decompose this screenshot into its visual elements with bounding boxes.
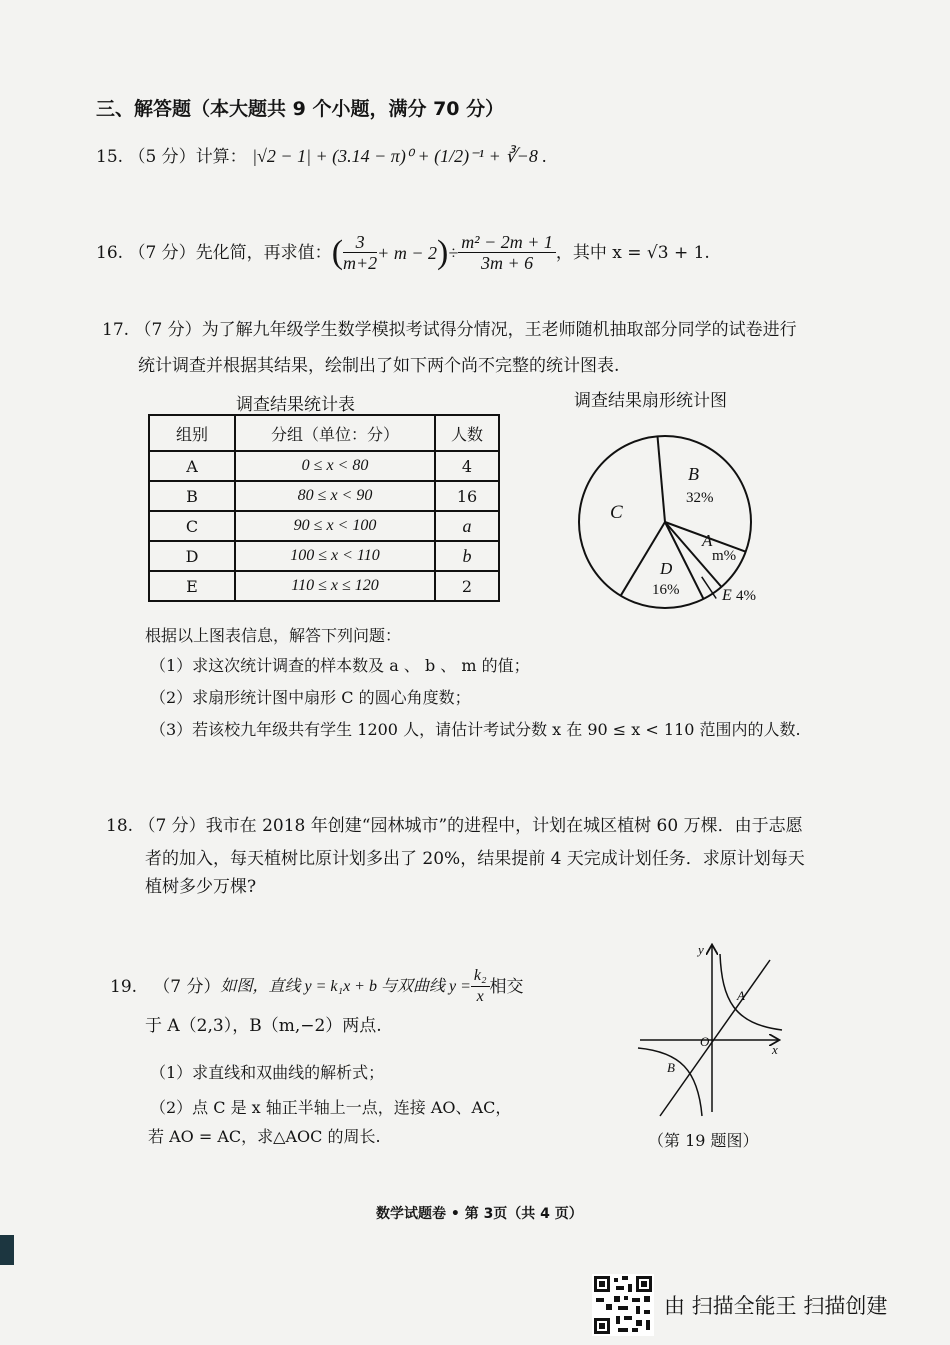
table-cell: 2 (435, 571, 499, 601)
pie-pct-a: m% (712, 548, 737, 564)
q18-text-2: 者的加入，每天植树比原计划多出了 20%，结果提前 4 天完成计划任务．求原计划每天 (145, 849, 805, 869)
q18-number: 18. (106, 816, 134, 836)
page-footer: 数学试题卷 • 第 3页（共 4 页） (376, 1206, 583, 1222)
stats-table (148, 414, 500, 602)
scanner-watermark: 由 扫描全能王 扫描创建 (664, 1294, 888, 1318)
question-15 (96, 142, 547, 171)
pie-label-c: C (610, 502, 623, 523)
table-row (149, 541, 499, 571)
q16-tail: + m − 2 (377, 242, 437, 263)
question-16 (96, 232, 710, 273)
table-cell: b (435, 541, 499, 571)
q16-frac2-denominator: 3m + 6 (480, 253, 534, 273)
table-cell: D (149, 541, 235, 571)
pie-label-e: E (722, 587, 732, 604)
table-row (149, 481, 499, 511)
table-row (149, 451, 499, 481)
table-cell: B (149, 481, 235, 511)
q17-sub-2: （2）求扇形统计图中扇形 C 的圆心角度数； (150, 688, 471, 707)
graph-label-y: y (698, 942, 704, 957)
table-row (149, 511, 499, 541)
q19-text-2: 于 A（2,3），B（m,−2）两点. (145, 1016, 382, 1036)
graph-label-x: x (772, 1042, 778, 1057)
pie-title: 调查结果扇形统计图 (574, 391, 727, 411)
q16-prefix: 先化简，再求值： (195, 242, 332, 263)
q16-divide: ÷ (448, 242, 459, 263)
q19-sub-1: （1）求直线和双曲线的解析式； (150, 1063, 385, 1082)
table-row (149, 571, 499, 601)
question-19-line-1 (110, 966, 524, 1007)
q18-text-1: 我市在 2018 年创建“园林城市”的进程中，计划在城区植树 60 万棵．由于志愿 (205, 816, 803, 836)
q15-score: （5 分） (128, 147, 196, 167)
table-cell: 90 ≤ x < 100 (235, 511, 435, 541)
q18-text-3: 植树多少万棵? (145, 877, 257, 897)
q16-fraction-1 (343, 232, 377, 273)
qr-code-icon (592, 1274, 654, 1336)
pie-pct-d: 16% (652, 582, 680, 598)
q17-number: 17. (102, 320, 130, 340)
hyperbola-branch-2 (638, 1048, 702, 1116)
q16-frac2-numerator: m² − 2m + 1 (458, 232, 556, 253)
q19-frac-numerator: k₂ (471, 966, 490, 987)
graph-label-o: O (700, 1034, 710, 1049)
q17-text-2: 统计调查并根据其结果，绘制出了如下两个尚不完整的统计图表. (138, 356, 620, 376)
pie-label-d: D (660, 559, 673, 578)
q16-where: ，其中 x = √3 + 1. (555, 242, 710, 263)
table-cell: 100 ≤ x < 110 (235, 541, 435, 571)
table-cell: 110 ≤ x ≤ 120 (235, 571, 435, 601)
straight-line (660, 960, 770, 1116)
q19-number: 19. (110, 976, 138, 997)
pie-chart (560, 430, 780, 610)
q19-sub-2: （2）点 C 是 x 轴正半轴上一点，连接 AO、AC， (150, 1098, 512, 1117)
q15-expression: |√2 − 1| + (3.14 − π)⁰ + (1/2)⁻¹ + ∛−8 . (252, 146, 547, 166)
q16-right-paren: ) (436, 233, 449, 271)
pie-label-a: A (702, 531, 713, 550)
graph-label-a: A (737, 988, 745, 1003)
table-header-range: 分组（单位：分） (235, 415, 435, 451)
graph-caption: （第 19 题图） (648, 1131, 759, 1150)
q16-fraction-2 (458, 232, 556, 273)
table-title: 调查结果统计表 (236, 395, 355, 415)
question-17-line-1 (102, 316, 797, 344)
q17-intro: 根据以上图表信息，解答下列问题： (145, 626, 402, 645)
table-cell: A (149, 451, 235, 481)
q19-text-1a: 如图，直线 y = k₁x + b 与双曲线 y = (220, 977, 471, 995)
q15-number: 15. (96, 147, 124, 167)
pie-slice-lines (621, 436, 746, 599)
q19-frac-denominator: x (476, 988, 484, 1005)
section-title: 三、解答题（本大题共 9 个小题，满分 70 分） (96, 98, 505, 120)
table-header-group: 组别 (149, 415, 235, 451)
q16-number: 16. (96, 242, 124, 263)
q19-text-1b: 相交 (489, 976, 524, 997)
table-cell: 0 ≤ x < 80 (235, 451, 435, 481)
table-header-row (149, 415, 499, 451)
q17-sub-1: （1）求这次统计调查的样本数及 a 、 b 、 m 的值； (150, 656, 530, 675)
question-18-line-1 (106, 812, 803, 840)
q16-left-paren: ( (331, 233, 344, 271)
table-cell: 80 ≤ x < 90 (235, 481, 435, 511)
function-graph (630, 940, 790, 1120)
table-cell: C (149, 511, 235, 541)
pie-pct-b: 32% (686, 490, 714, 506)
q16-frac1-denominator: m+2 (343, 253, 378, 273)
q19-score: （7 分） (153, 976, 221, 997)
pie-label-b: B (688, 464, 699, 484)
q17-score: （7 分） (134, 320, 202, 340)
table-cell: a (435, 511, 499, 541)
q16-score: （7 分） (128, 242, 196, 263)
graph-label-b: B (667, 1060, 675, 1075)
q19-sub-3: 若 AO = AC，求△AOC 的周长. (148, 1127, 381, 1146)
q16-frac1-numerator: 3 (343, 232, 377, 253)
scan-edge-mark (0, 1235, 14, 1265)
table-cell: 16 (435, 481, 499, 511)
table-header-count: 人数 (435, 415, 499, 451)
q15-prefix: 计算： (195, 147, 247, 167)
q18-score: （7 分） (138, 816, 206, 836)
table-cell: E (149, 571, 235, 601)
q17-sub-3: （3）若该校九年级共有学生 1200 人，请估计考试分数 x 在 90 ≤ x < 110 范围内的人数. (150, 720, 801, 739)
pie-pct-e: 4% (736, 588, 756, 604)
q19-fraction (471, 966, 490, 1007)
table-cell: 4 (435, 451, 499, 481)
pie-slice-boundary-b (658, 436, 666, 522)
q17-text-1: 为了解九年级学生数学模拟考试得分情况，王老师随机抽取部分同学的试卷进行 (201, 320, 797, 340)
